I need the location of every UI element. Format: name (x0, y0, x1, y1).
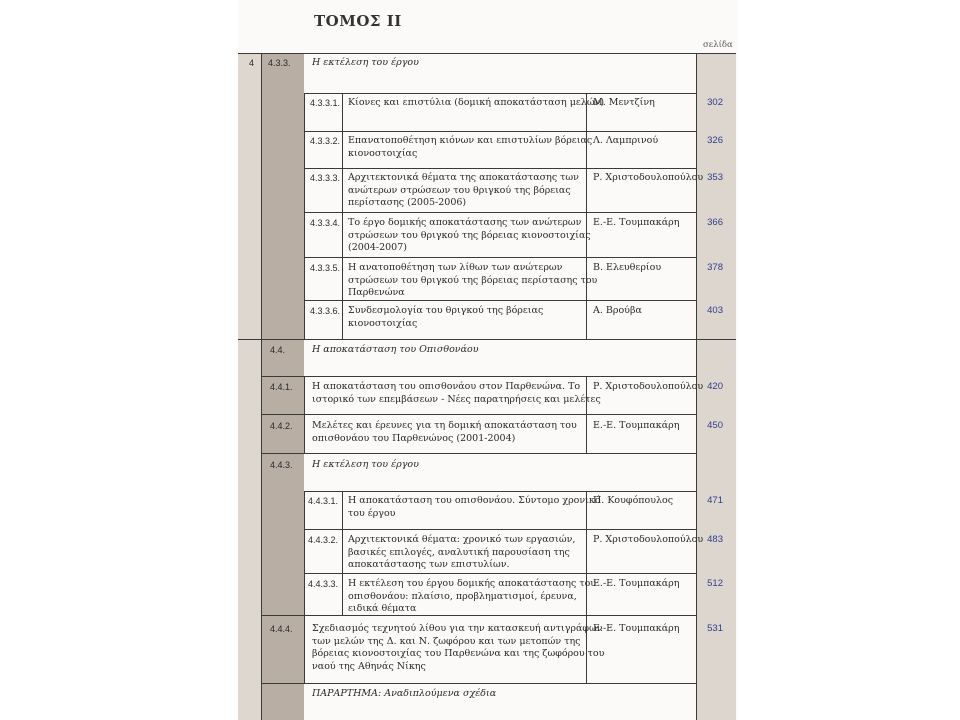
entry-number: 4.4.3.1. (308, 496, 339, 506)
column-rule (586, 93, 587, 339)
entry-number: 4.4.4. (270, 624, 293, 634)
entry-number: 4.4.3.2. (308, 535, 339, 545)
column-rule (261, 53, 262, 720)
entry-number: 4.4.1. (270, 382, 293, 392)
entry-author: Π. Κουφόπουλος (593, 495, 674, 506)
entry-title: Αρχιτεκτονικά θέματα της αποκατάστασης των ανώτερων στρώσεων του θριγκού της βόρειας περίστασης (2005-2006) (348, 172, 579, 208)
section-title: Η αποκατάσταση του Οπισθονάου (312, 344, 479, 355)
column-rule (304, 93, 305, 339)
row-rule (262, 683, 696, 684)
entry-author: Ρ. Χριστοδουλοπούλου (593, 534, 704, 545)
entry-title: Μελέτες και έρευνες για τη δομική αποκατάσταση του οπισθονάου του Παρθενώνος (2001-2004) (312, 420, 577, 444)
row-rule (304, 131, 696, 132)
entry-page: 483 (707, 534, 723, 545)
entry-page: 378 (707, 262, 723, 273)
row-rule (262, 453, 696, 454)
row-rule (262, 414, 696, 415)
entry-number: 4.3.3.4. (310, 218, 341, 228)
entry-number: 4.3.3.3. (310, 173, 341, 183)
column-rule (342, 491, 343, 615)
row-rule (304, 300, 696, 301)
row-rule (262, 376, 696, 377)
section-title: Η εκτέλεση του έργου (312, 57, 419, 68)
column-rule (342, 93, 343, 339)
entry-page: 326 (707, 135, 723, 146)
entry-author: Μ. Μεντζίνη (593, 97, 655, 108)
section-number: 4.4. (270, 345, 286, 355)
row-rule (304, 212, 696, 213)
entry-number: 4.3.3.6. (310, 306, 341, 316)
entry-title: Κίονες και επιστύλια (δομική αποκατάσταση μελών) (348, 97, 605, 108)
entry-title: Συνδεσμολογία του θριγκού της βόρειας κιονοστοιχίας (348, 305, 544, 329)
volume-title: ΤΟΜΟΣ ΙΙ (314, 12, 402, 30)
entry-number: 4.3.3.1. (310, 98, 341, 108)
entry-number: 4.4.2. (270, 421, 293, 431)
column-rule (304, 376, 305, 453)
row-rule (238, 339, 736, 340)
entry-title: Αρχιτεκτονικά θέματα: χρονικό των εργασιών, βασικές επιλογές, αναλυτική παρουσίαση της αποκατάστασης των επιστυλίων. (348, 534, 576, 570)
row-rule (304, 491, 696, 492)
entry-title: Σχεδιασμός τεχνητού λίθου για την κατασκευή αντιγράφων των μελών της Δ. και Ν. ζωφόρου και των μετοπών της βόρειας κιονοστοιχίας του Παρθενώνα και της ζωφόρου του ναού της Αθηνάς Νίκης (312, 623, 605, 672)
entry-page: 531 (707, 623, 723, 634)
entry-title: Το έργο δομικής αποκατάστασης των ανώτερων στρώσεων του θριγκού της βόρειας κιονοστοιχίας (2004-2007) (348, 217, 591, 253)
column-rule (304, 491, 305, 615)
entry-author: Ε.-Ε. Τουμπακάρη (593, 578, 680, 589)
entry-author: Α. Βρούβα (593, 305, 642, 316)
entry-number: 4.4.3.3. (308, 579, 339, 589)
entry-title: Η αποκατάσταση του οπισθονάου. Σύντομο χρονικό του έργου (348, 495, 601, 519)
entry-page: 353 (707, 172, 723, 183)
entry-number: 4.3.3.2. (310, 136, 341, 146)
appendix-title: ΠΑΡΑΡΤΗΜΑ: Αναδιπλούμενα σχέδια (312, 688, 497, 699)
entry-title: Η αποκατάσταση του οπισθονάου στον Παρθενώνα. Το ιστορικό των επεμβάσεων - Νέες παρατηρήσεις και μελέτες (312, 381, 601, 405)
entry-author: Λ. Λαμπρινού (593, 135, 659, 146)
row-rule (304, 529, 696, 530)
entry-number: 4.3.3.5. (310, 263, 341, 273)
row-rule (304, 93, 696, 94)
section-title: Η εκτέλεση του έργου (312, 459, 419, 470)
row-rule (304, 257, 696, 258)
row-rule (304, 573, 696, 574)
entry-title: Επανατοποθέτηση κιόνων και επιστυλίων βόρειας κιονοστοιχίας (348, 135, 593, 159)
entry-page: 450 (707, 420, 723, 431)
entry-page: 512 (707, 578, 723, 589)
entry-author: Β. Ελευθερίου (593, 262, 662, 273)
entry-page: 471 (707, 495, 723, 506)
entry-title: Η εκτέλεση του έργου δομικής αποκατάστασης του οπισθονάου: πλαίσιο, προβληματισμοί, έρευνα, ειδικά θέματα (348, 578, 597, 614)
row-rule (304, 168, 696, 169)
entry-page: 403 (707, 305, 723, 316)
entry-author: Ε.-Ε. Τουμπακάρη (593, 623, 680, 634)
entry-author: Ε.-Ε. Τουμπακάρη (593, 217, 680, 228)
section-number: 4.3.3. (268, 58, 291, 68)
chapter-number: 4 (249, 58, 255, 68)
entry-page: 366 (707, 217, 723, 228)
entry-author: Ρ. Χριστοδουλοπούλου (593, 172, 704, 183)
row-rule (238, 53, 736, 54)
section-number: 4.4.3. (270, 460, 293, 470)
column-rule (304, 615, 305, 683)
entry-author: Ρ. Χριστοδουλοπούλου (593, 381, 704, 392)
entry-page: 302 (707, 97, 723, 108)
entry-page: 420 (707, 381, 723, 392)
page-column-label: σελίδα (703, 40, 733, 50)
entry-author: Ε.-Ε. Τουμπακάρη (593, 420, 680, 431)
chapter-column-shade (238, 53, 261, 720)
entry-title: Η ανατοποθέτηση των λίθων των ανώτερων στρώσεων του θριγκού της βόρειας περίστασης του Παρθενώνα (348, 262, 598, 298)
